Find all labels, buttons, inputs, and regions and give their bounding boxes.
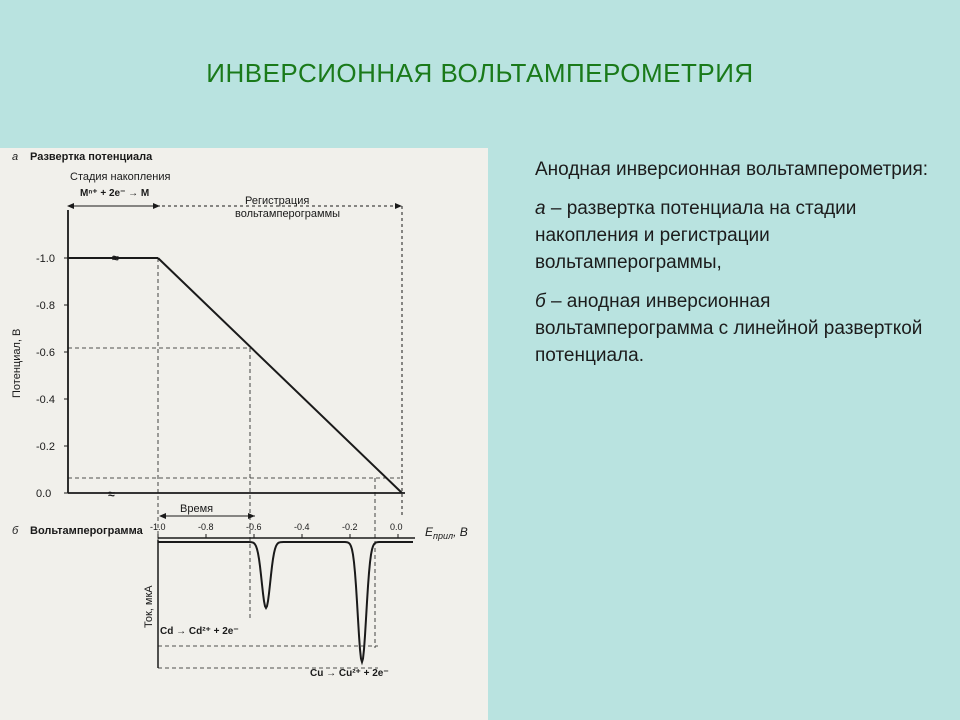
break-mark-top: ≈ xyxy=(112,251,119,265)
stage-label: Стадия накопления xyxy=(70,171,171,183)
break-mark-bottom: ≈ xyxy=(108,487,115,501)
reaction-label: Mⁿ⁺ + 2e⁻ → M xyxy=(80,188,150,199)
panel-b-xtick-label: -0.2 xyxy=(342,522,358,532)
panel-a-yticks xyxy=(36,253,68,500)
panel-a-ytick-label: -0.6 xyxy=(36,347,55,359)
panel-b-xtick-label: -0.4 xyxy=(294,522,310,532)
panel-b-xticks xyxy=(150,522,403,538)
item-b-letter: б xyxy=(535,291,546,312)
description-item-b xyxy=(535,288,945,369)
panel-a-title: Развертка потенциала xyxy=(30,151,153,163)
peak-cd-label: Cd → Cd²⁺ + 2e⁻ xyxy=(160,626,239,637)
panel-b-xlabel: $E_{прил}$, В xyxy=(425,525,468,541)
panel-a-ylabel: Потенциал, В xyxy=(11,328,23,398)
panel-b-xtick-label: -1.0 xyxy=(150,522,166,532)
panel-b-letter: б xyxy=(12,525,19,537)
voltammetry-figure xyxy=(0,148,488,720)
panel-b-title: Вольтамперограмма xyxy=(30,525,143,537)
sweep-line xyxy=(158,258,402,493)
time-label: Время xyxy=(180,503,214,515)
registration-label-1: Регистрация xyxy=(245,195,310,207)
item-b-text: – анодная инверсионная вольтамперограмма с линейной разверткой потенциала. xyxy=(535,291,923,366)
voltammogram-curve xyxy=(158,542,413,662)
description-intro: Анодная инверсионная вольтамперометрия: xyxy=(535,159,929,180)
panel-b-xtick-label: -0.8 xyxy=(198,522,214,532)
voltammetry-svg xyxy=(0,148,488,720)
panel-a-ytick-label: -1.0 xyxy=(36,253,55,265)
item-a-text: – развертка потенциала на стадии накопления и регистрации вольтамперограммы, xyxy=(535,198,857,273)
panel-a-ytick-label: -0.4 xyxy=(36,394,55,406)
panel-b-xtick-label: 0.0 xyxy=(390,522,403,532)
panel-b-xtick-label: -0.6 xyxy=(246,522,262,532)
panel-a-ytick-label: -0.8 xyxy=(36,300,55,312)
panel-a-ytick-label: -0.2 xyxy=(36,441,55,453)
panel-b-ylabel: Ток, мкА xyxy=(143,585,155,628)
slide-title: ИНВЕРСИОННАЯ ВОЛЬТАМПЕРОМЕТРИЯ xyxy=(206,58,754,88)
description xyxy=(535,156,945,381)
panel-a-letter: а xyxy=(12,151,19,163)
registration-label-2: вольтамперограммы xyxy=(235,208,341,220)
panel-a-ytick-label: 0.0 xyxy=(36,488,52,500)
description-item-a xyxy=(535,195,945,276)
peak-cu-label: Cu → Cu²⁺ + 2e⁻ xyxy=(310,668,389,679)
item-a-letter: а xyxy=(535,198,546,219)
